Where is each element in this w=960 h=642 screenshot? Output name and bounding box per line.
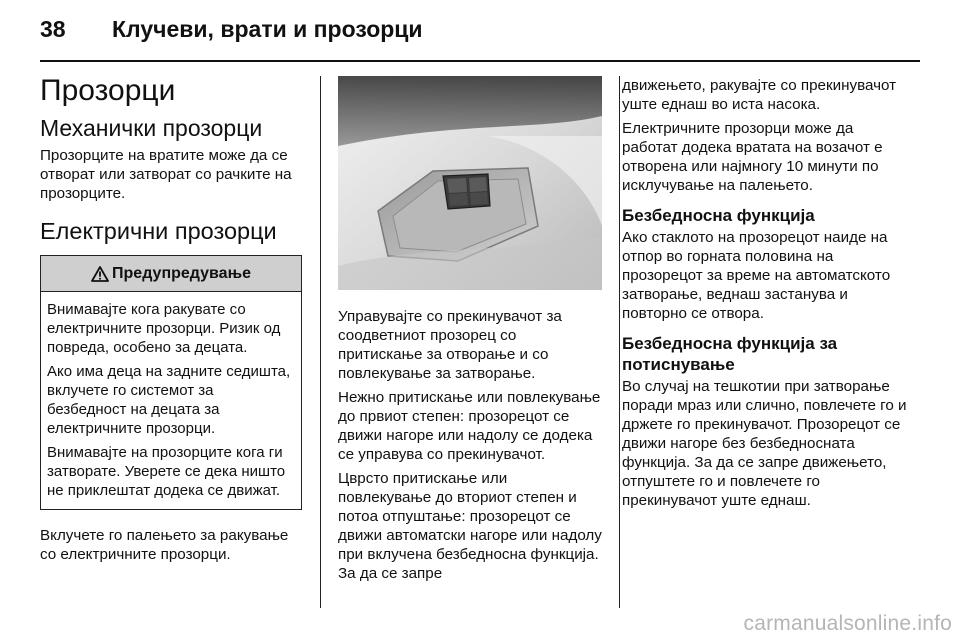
running-header: Клучеви, врати и прозорци: [112, 16, 423, 42]
override-safety-heading: Безбедносна функција за потиснување: [622, 334, 838, 374]
ignition-note: Вклучете го палењето за ракување со електричните прозорци.: [40, 527, 289, 563]
header-rule: [40, 60, 920, 62]
switch-operation-text: Управувајте со прекинувачот за соодветниот прозорец со притискање за отворање и со повлекување за затворање.: [338, 308, 562, 382]
manual-windows-heading: Механички прозорци: [40, 115, 263, 141]
warning-triangle-icon: [91, 266, 109, 282]
page-number: 38: [40, 16, 66, 42]
warning-body: [41, 292, 301, 509]
column-divider-left: [320, 76, 321, 608]
second-stage-text: Цврсто притискање или повлекување до вториот степен и потоа отпуштање: прозорецот се движи автоматски нагоре или надолу при вклучена безбедносна функција. За да се запре: [338, 470, 602, 582]
watermark: carmanualsonline.info: [743, 612, 952, 635]
electric-windows-heading: Електрични прозорци: [40, 218, 277, 244]
safety-function-heading: Безбедносна функција: [622, 206, 815, 225]
warning-paragraph: Внимавајте кога ракувате со електричните прозорци. Ризик од повреда, особено за децата.: [47, 301, 281, 356]
safety-function-text: Ако стаклото на прозорецот наиде на отпор во горната половина на прозорецот за време на автоматското затворање, веднаш застанува и повторно се отвора.: [622, 229, 891, 322]
warning-paragraph: Ако има деца на задните седишта, вклучете го системот за безбедност на децата за електричните прозорци.: [47, 363, 291, 437]
door-window-switch-photo: [338, 76, 602, 290]
warning-title: Предупредување: [112, 265, 251, 282]
manual-windows-text: Прозорците на вратите може да се отворат или затворат со рачките на прозорците.: [40, 147, 292, 202]
column-1: [40, 70, 302, 569]
first-stage-text: Нежно притискање или повлекување до првиот степен: прозорецот се движи нагоре или надолу се додека се управува со прекинувачот.: [338, 389, 601, 463]
column-divider-right: [619, 76, 620, 608]
warning-header: [41, 256, 301, 292]
column-3: [622, 76, 912, 515]
warning-box: [40, 255, 302, 510]
continuation-text: движењето, ракувајте со прекинувачот уште еднаш во иста насока.: [622, 77, 897, 113]
section-title: Прозорци: [40, 74, 176, 107]
override-safety-text: Во случај на тешкотии при затворање поради мраз или слично, повлечете го и држете го прекинувачот. Прозорецот се движи нагоре без безбедносната функција. За да се запре движењето, отпуштете го и повлечете го прекинувачот уште еднаш.: [622, 378, 907, 509]
ignition-off-text: Електричните прозорци може да работат додека вратата на возачот е отворена или најмногу 10 минути по исклучување на палењето.: [622, 120, 883, 194]
warning-paragraph: Внимавајте на прозорците кога ги затворате. Уверете се дека ништо не приклештат додека се движат.: [47, 444, 286, 499]
column-2: [338, 76, 602, 588]
